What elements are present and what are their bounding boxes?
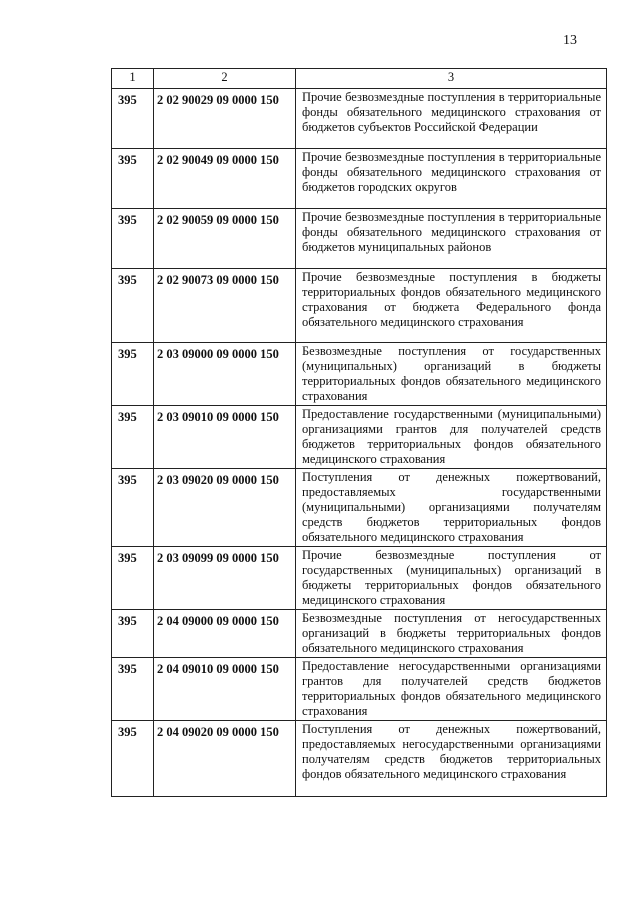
revenue-name-cell: Прочие безвозмездные поступления в территориальные фонды обязательного медицинского страхования от бюджетов субъектов Российской Федерации [296, 89, 607, 149]
admin-code-cell: 395 [112, 89, 154, 149]
revenue-name-cell: Прочие безвозмездные поступления в бюджеты территориальных фондов обязательного медицинского страхования от бюджета Федерального фонда обязательного медицинского страхования [296, 269, 607, 343]
budget-code-cell: 2 03 09010 09 0000 150 [154, 406, 296, 469]
revenue-name-cell: Поступления от денежных пожертвований, предоставляемых государственными (муниципальными) организациями получателям средств бюджетов территориальных фондов обязательного медицинского страхования [296, 469, 607, 547]
budget-code-cell: 2 02 90059 09 0000 150 [154, 209, 296, 269]
table-row [112, 406, 607, 469]
admin-code-cell: 395 [112, 149, 154, 209]
table-row [112, 343, 607, 406]
budget-code-cell: 2 04 09010 09 0000 150 [154, 658, 296, 721]
budget-code-cell: 2 04 09020 09 0000 150 [154, 721, 296, 797]
table-row [112, 610, 607, 658]
revenue-name-cell: Прочие безвозмездные поступления в территориальные фонды обязательного медицинского страхования от бюджетов городских округов [296, 149, 607, 209]
page-number: 13 [563, 33, 577, 48]
table-row [112, 269, 607, 343]
revenue-name-cell: Предоставление негосударственными организациями грантов для получателей средств бюджетов территориальных фондов обязательного медицинского страхования [296, 658, 607, 721]
admin-code-cell: 395 [112, 658, 154, 721]
column-header-admin: 1 [112, 69, 154, 89]
revenue-name-cell: Поступления от денежных пожертвований, предоставляемых негосударственными организациями получателям средств бюджетов территориальных фондов обязательного медицинского страхования [296, 721, 607, 797]
budget-code-cell: 2 03 09099 09 0000 150 [154, 547, 296, 610]
budget-code-cell: 2 02 90073 09 0000 150 [154, 269, 296, 343]
admin-code-cell: 395 [112, 343, 154, 406]
admin-code-cell: 395 [112, 547, 154, 610]
admin-code-cell: 395 [112, 721, 154, 797]
budget-code-cell: 2 04 09000 09 0000 150 [154, 610, 296, 658]
admin-code-cell: 395 [112, 469, 154, 547]
budget-code-cell: 2 02 90029 09 0000 150 [154, 89, 296, 149]
table-row [112, 209, 607, 269]
budget-code-cell: 2 03 09000 09 0000 150 [154, 343, 296, 406]
revenue-name-cell: Безвозмездные поступления от государственных (муниципальных) организаций в бюджеты территориальных фондов обязательного медицинского страхования [296, 343, 607, 406]
revenue-name-cell: Предоставление государственными (муниципальными) организациями грантов для получателей средств бюджетов территориальных фондов обязательного медицинского страхования [296, 406, 607, 469]
table-row [112, 658, 607, 721]
admin-code-cell: 395 [112, 406, 154, 469]
table-row [112, 89, 607, 149]
table-row [112, 149, 607, 209]
column-header-name: 3 [296, 69, 607, 89]
revenue-name-cell: Безвозмездные поступления от негосударственных организаций в бюджеты территориальных фондов обязательного медицинского страхования [296, 610, 607, 658]
revenue-name-cell: Прочие безвозмездные поступления в территориальные фонды обязательного медицинского страхования от бюджетов муниципальных районов [296, 209, 607, 269]
column-header-code: 2 [154, 69, 296, 89]
admin-code-cell: 395 [112, 209, 154, 269]
table-row [112, 721, 607, 797]
budget-code-cell: 2 03 09020 09 0000 150 [154, 469, 296, 547]
revenue-codes-table [111, 68, 607, 797]
admin-code-cell: 395 [112, 610, 154, 658]
table-row [112, 469, 607, 547]
revenue-name-cell: Прочие безвозмездные поступления от государственных (муниципальных) организаций в бюджеты территориальных фондов обязательного медицинского страхования [296, 547, 607, 610]
admin-code-cell: 395 [112, 269, 154, 343]
table-header-row [112, 69, 607, 89]
budget-code-cell: 2 02 90049 09 0000 150 [154, 149, 296, 209]
table-row [112, 547, 607, 610]
